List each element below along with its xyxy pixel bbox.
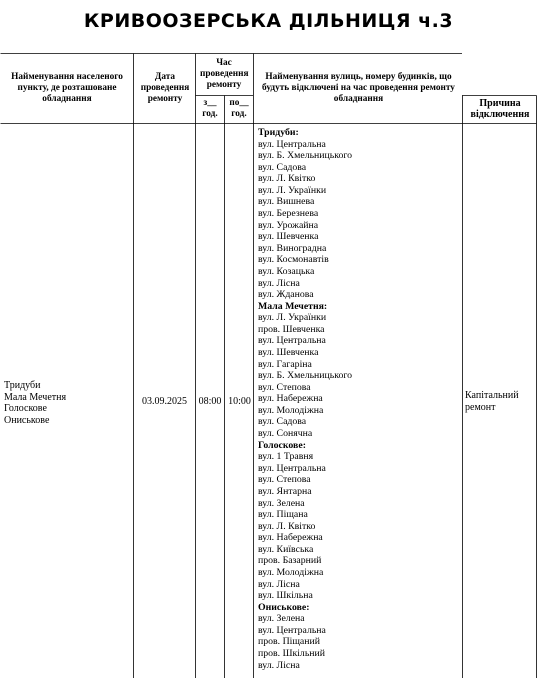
street-item: вул. Степова <box>258 381 311 393</box>
settlement-group-heading: Ониськове: <box>258 601 310 613</box>
page-title: КРИВООЗЕРСЬКА ДІЛЬНИЦЯ ч.3 <box>83 10 454 32</box>
street-item: вул. Березнева <box>258 208 319 220</box>
street-item: вул. Центральна <box>258 335 326 347</box>
street-item: вул. Центральна <box>258 138 326 150</box>
street-item: вул. 1 Травня <box>258 451 314 463</box>
time-from-hours: год. <box>202 109 218 119</box>
time-to-value: 10:00 <box>228 396 251 407</box>
street-item: вул. Молодіжна <box>258 566 324 578</box>
street-item: пров. Шкільний <box>258 648 326 660</box>
street-item: вул. Янтарна <box>258 485 312 497</box>
street-item: вул. Гагаріна <box>258 358 312 370</box>
street-item: вул. Лісна <box>258 659 300 671</box>
street-item: пров. Шевченка <box>258 323 325 335</box>
time-from-value: 08:00 <box>198 396 222 407</box>
street-item: вул. Зелена <box>258 613 305 625</box>
street-item: вул. Урожайна <box>258 219 319 231</box>
street-item: вул. Л. Квітко <box>258 173 316 185</box>
header-time-to <box>225 98 253 120</box>
settlement-group-heading: Мала Мечетня: <box>258 300 328 312</box>
header-streets: Найменування вулиць, номеру будинків, що будуть відключені на час проведення ремонту обладнання <box>262 72 455 104</box>
street-item: вул. Сонячна <box>258 428 313 440</box>
street-item: вул. Жданова <box>258 289 314 301</box>
street-item: вул. Зелена <box>258 497 305 509</box>
street-item: вул. Центральна <box>258 624 326 636</box>
street-item: вул. Козацька <box>258 265 315 277</box>
settlement-group-heading: Голоскове: <box>258 439 306 451</box>
header-settlement: Найменування населеного пункту, де розташоване обладнання <box>11 72 123 104</box>
time-from-label: з__ <box>203 98 217 108</box>
street-item: вул. Садова <box>258 416 307 428</box>
settlement-group-heading: Тридуби: <box>258 127 299 138</box>
street-item: вул. Лісна <box>258 578 300 590</box>
street-item: вул. Шевченка <box>258 346 319 358</box>
street-item: вул. Л. Українки <box>258 312 327 324</box>
time-to-hours: год. <box>231 109 247 119</box>
street-item: вул. Садова <box>258 161 307 173</box>
header-time-from <box>196 98 224 120</box>
street-item: вул. Б. Хмельницького <box>258 370 353 382</box>
street-item: вул. Вишнева <box>258 196 315 208</box>
street-item: вул. Л. Квітко <box>258 520 316 532</box>
street-item: вул. Б. Хмельницького <box>258 150 353 162</box>
street-item: вул. Молодіжна <box>258 404 324 416</box>
street-item: вул. Лісна <box>258 277 300 289</box>
reason-value <box>465 390 535 413</box>
reason-line: Капітальний <box>465 390 519 401</box>
header-date: Дата проведення ремонту <box>140 72 190 104</box>
settlement-name: Мала Мечетня <box>4 391 67 403</box>
street-item: вул. Центральна <box>258 462 326 474</box>
street-item: вул. Космонавтів <box>258 254 329 266</box>
street-item: вул. Степова <box>258 474 311 486</box>
street-item: вул. Шевченка <box>258 231 319 243</box>
settlement-name: Голоскове <box>4 403 47 415</box>
street-item: вул. Виноградна <box>258 242 327 254</box>
header-time: Час проведення ремонту <box>200 58 249 90</box>
street-item: вул. Набережна <box>258 393 323 405</box>
settlement-name: Тридуби <box>4 380 41 391</box>
time-to-label: по__ <box>229 98 249 108</box>
street-item: пров. Піщаний <box>258 636 320 648</box>
street-item: пров. Базарний <box>258 555 322 567</box>
street-item: вул. Київська <box>258 543 314 555</box>
street-item: вул. Набережна <box>258 532 323 544</box>
header-reason: Причина відключення <box>470 98 530 120</box>
settlement-name: Ониськове <box>4 414 50 426</box>
street-list <box>258 127 463 671</box>
street-item: вул. Шкільна <box>258 590 313 602</box>
reason-line: ремонт <box>465 401 496 413</box>
street-item: вул. Піщана <box>258 509 308 521</box>
settlements-list <box>4 380 132 426</box>
street-item: вул. Л. Українки <box>258 184 327 196</box>
repair-date: 03.09.2025 <box>142 396 187 407</box>
